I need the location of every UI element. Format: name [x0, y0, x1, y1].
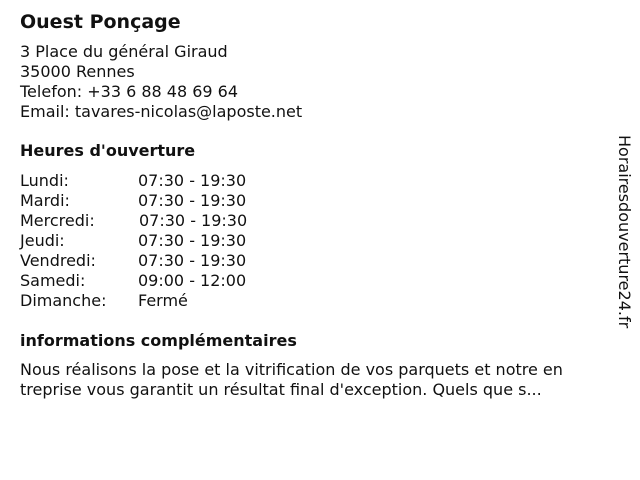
address-line-1: 3 Place du général Giraud — [20, 42, 228, 61]
hours-row — [20, 171, 612, 191]
day-label: Mardi: — [20, 191, 70, 210]
hours-row — [20, 211, 612, 231]
day-label: Jeudi: — [20, 231, 65, 250]
address-line-2: 35000 Rennes — [20, 62, 135, 81]
site-watermark: Horairesdouverture24.fr — [615, 135, 634, 329]
time-range: 09:00 - 12:00 — [138, 271, 247, 290]
day-label: Mercredi: — [20, 211, 95, 230]
day-label: Samedi: — [20, 271, 86, 290]
time-range: 07:30 - 19:30 — [138, 171, 247, 190]
hours-heading: Heures d'ouverture — [20, 141, 196, 160]
hours-row — [20, 271, 612, 291]
info-heading: informations complémentaires — [20, 331, 297, 350]
phone-line: Telefon: +33 6 88 48 69 64 — [20, 82, 239, 101]
time-range: 07:30 - 19:30 — [138, 251, 247, 270]
hours-row — [20, 231, 612, 251]
time-range: 07:30 - 19:30 — [138, 231, 247, 250]
business-name: Ouest Ponçage — [20, 11, 181, 33]
day-label: Lundi: — [20, 171, 69, 190]
time-range: Fermé — [138, 291, 188, 310]
hours-row — [20, 251, 612, 271]
business-card — [20, 8, 612, 400]
day-label: Vendredi: — [20, 251, 96, 270]
email-line: Email: tavares-nicolas@laposte.net — [20, 102, 303, 121]
day-label: Dimanche: — [20, 291, 107, 310]
hours-row — [20, 191, 612, 211]
time-range: 07:30 - 19:30 — [138, 191, 247, 210]
hours-table — [20, 171, 612, 311]
contact-block — [20, 42, 612, 122]
time-range: 07:30 - 19:30 — [139, 211, 248, 230]
info-text: Nous réalisons la pose et la vitrification de vos parquets et notre en treprise vous garantit un résultat final d'exception. Quels que s... — [20, 360, 563, 399]
hours-row — [20, 291, 612, 311]
